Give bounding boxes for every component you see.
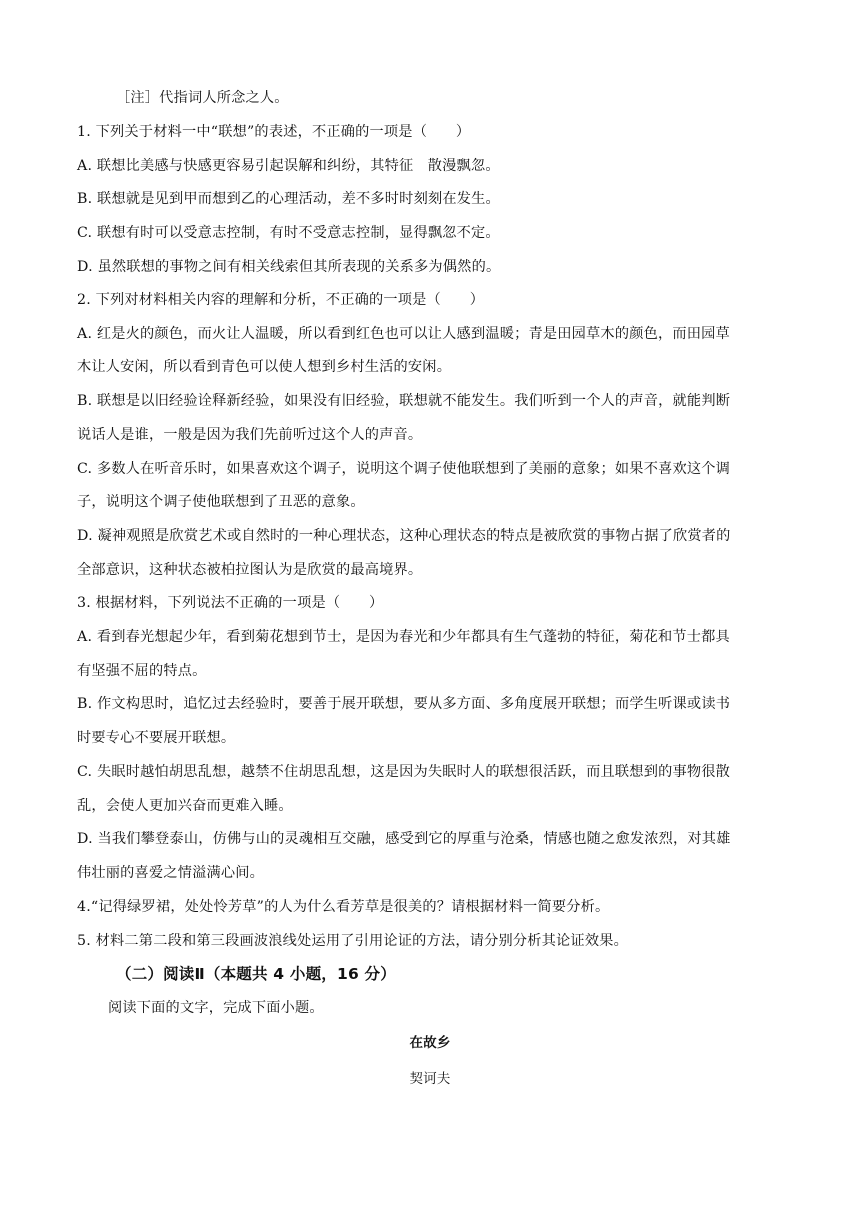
question-3-option-b-line1: B. 作文构思时，追忆过去经验时，要善于展开联想，要从多方面、多角度展开联想；而学生听课或读书 — [77, 696, 731, 712]
question-1-stem: 1. 下列关于材料一中“联想”的表述，不正确的一项是（ ） — [77, 124, 471, 140]
question-2-option-b-line2: 说话人是谁，一般是因为我们先前听过这个人的声音。 — [77, 427, 423, 443]
question-3-option-c-line2: 乱，会使人更加兴奋而更难入睡。 — [77, 798, 293, 814]
question-2-option-b-line1: B. 联想是以旧经验诠释新经验，如果没有旧经验，联想就不能发生。我们听到一个人的声音，就能判断 — [77, 393, 731, 409]
passage-title: 在故乡 — [409, 1035, 451, 1051]
note: ［注］代指词人所念之人。 — [116, 90, 289, 106]
passage-author: 契诃夫 — [409, 1071, 451, 1087]
question-2-option-a-line1: A. 红是火的颜色，而火让人温暖，所以看到红色也可以让人感到温暖；青是田园草木的颜色，而田园草 — [77, 326, 730, 342]
question-4: 4.“记得绿罗裙，处处怜芳草”的人为什么看芳草是很美的？请根据材料一简要分析。 — [77, 899, 610, 915]
question-2-option-d-line2: 全部意识，这种状态被柏拉图认为是欣赏的最高境界。 — [77, 562, 423, 578]
question-2-option-c-line2: 子，说明这个调子使他联想到了丑恶的意象。 — [77, 494, 365, 510]
question-5: 5. 材料二第二段和第三段画波浪线处运用了引用论证的方法，请分别分析其论证效果。 — [77, 933, 628, 949]
question-3-option-b-line2: 时要专心不要展开联想。 — [77, 730, 236, 746]
question-1-option-d: D. 虽然联想的事物之间有相关线索但其所表现的关系多为偶然的。 — [77, 259, 501, 275]
question-3-option-d-line2: 伟壮丽的喜爱之情溢满心间。 — [77, 865, 265, 881]
reading-instruction: 阅读下面的文字，完成下面小题。 — [108, 1000, 324, 1016]
question-1-option-a: A. 联想比美感与快感更容易引起误解和纠纷，其特征 散漫飘忽。 — [77, 158, 500, 174]
question-1-option-b: B. 联想就是见到甲而想到乙的心理活动，差不多时时刻刻在发生。 — [77, 191, 500, 207]
question-1-option-c: C. 联想有时可以受意志控制，有时不受意志控制，显得飘忽不定。 — [77, 225, 500, 241]
question-2-stem: 2. 下列对材料相关内容的理解和分析，不正确的一项是（ ） — [77, 292, 485, 308]
question-3-option-a-line1: A. 看到春光想起少年，看到菊花想到节士，是因为春光和少年都具有生气蓬勃的特征，菊花和节士都具 — [77, 629, 730, 645]
question-2-option-a-line2: 木让人安闲，所以看到青色可以使人想到乡村生活的安闲。 — [77, 359, 452, 375]
question-3-option-c-line1: C. 失眠时越怕胡思乱想，越禁不住胡思乱想，这是因为失眠时人的联想很活跃，而且联想到的事物很散 — [77, 764, 731, 780]
question-3-stem: 3. 根据材料，下列说法不正确的一项是（ ） — [77, 595, 384, 611]
question-3-option-d-line1: D. 当我们攀登泰山，仿佛与山的灵魂相互交融，感受到它的厚重与沧桑，情感也随之愈发浓烈，对其雄 — [77, 831, 731, 847]
question-2-option-c-line1: C. 多数人在听音乐时，如果喜欢这个调子，说明这个调子使他联想到了美丽的意象；如果不喜欢这个调 — [77, 461, 731, 477]
section-heading: （二）阅读Ⅱ（本题共 4 小题，16 分） — [116, 965, 396, 983]
question-2-option-d-line1: D. 凝神观照是欣赏艺术或自然时的一种心理状态，这种心理状态的特点是被欣赏的事物占据了欣赏者的 — [77, 528, 731, 544]
question-3-option-a-line2: 有坚强不屈的特点。 — [77, 663, 207, 679]
